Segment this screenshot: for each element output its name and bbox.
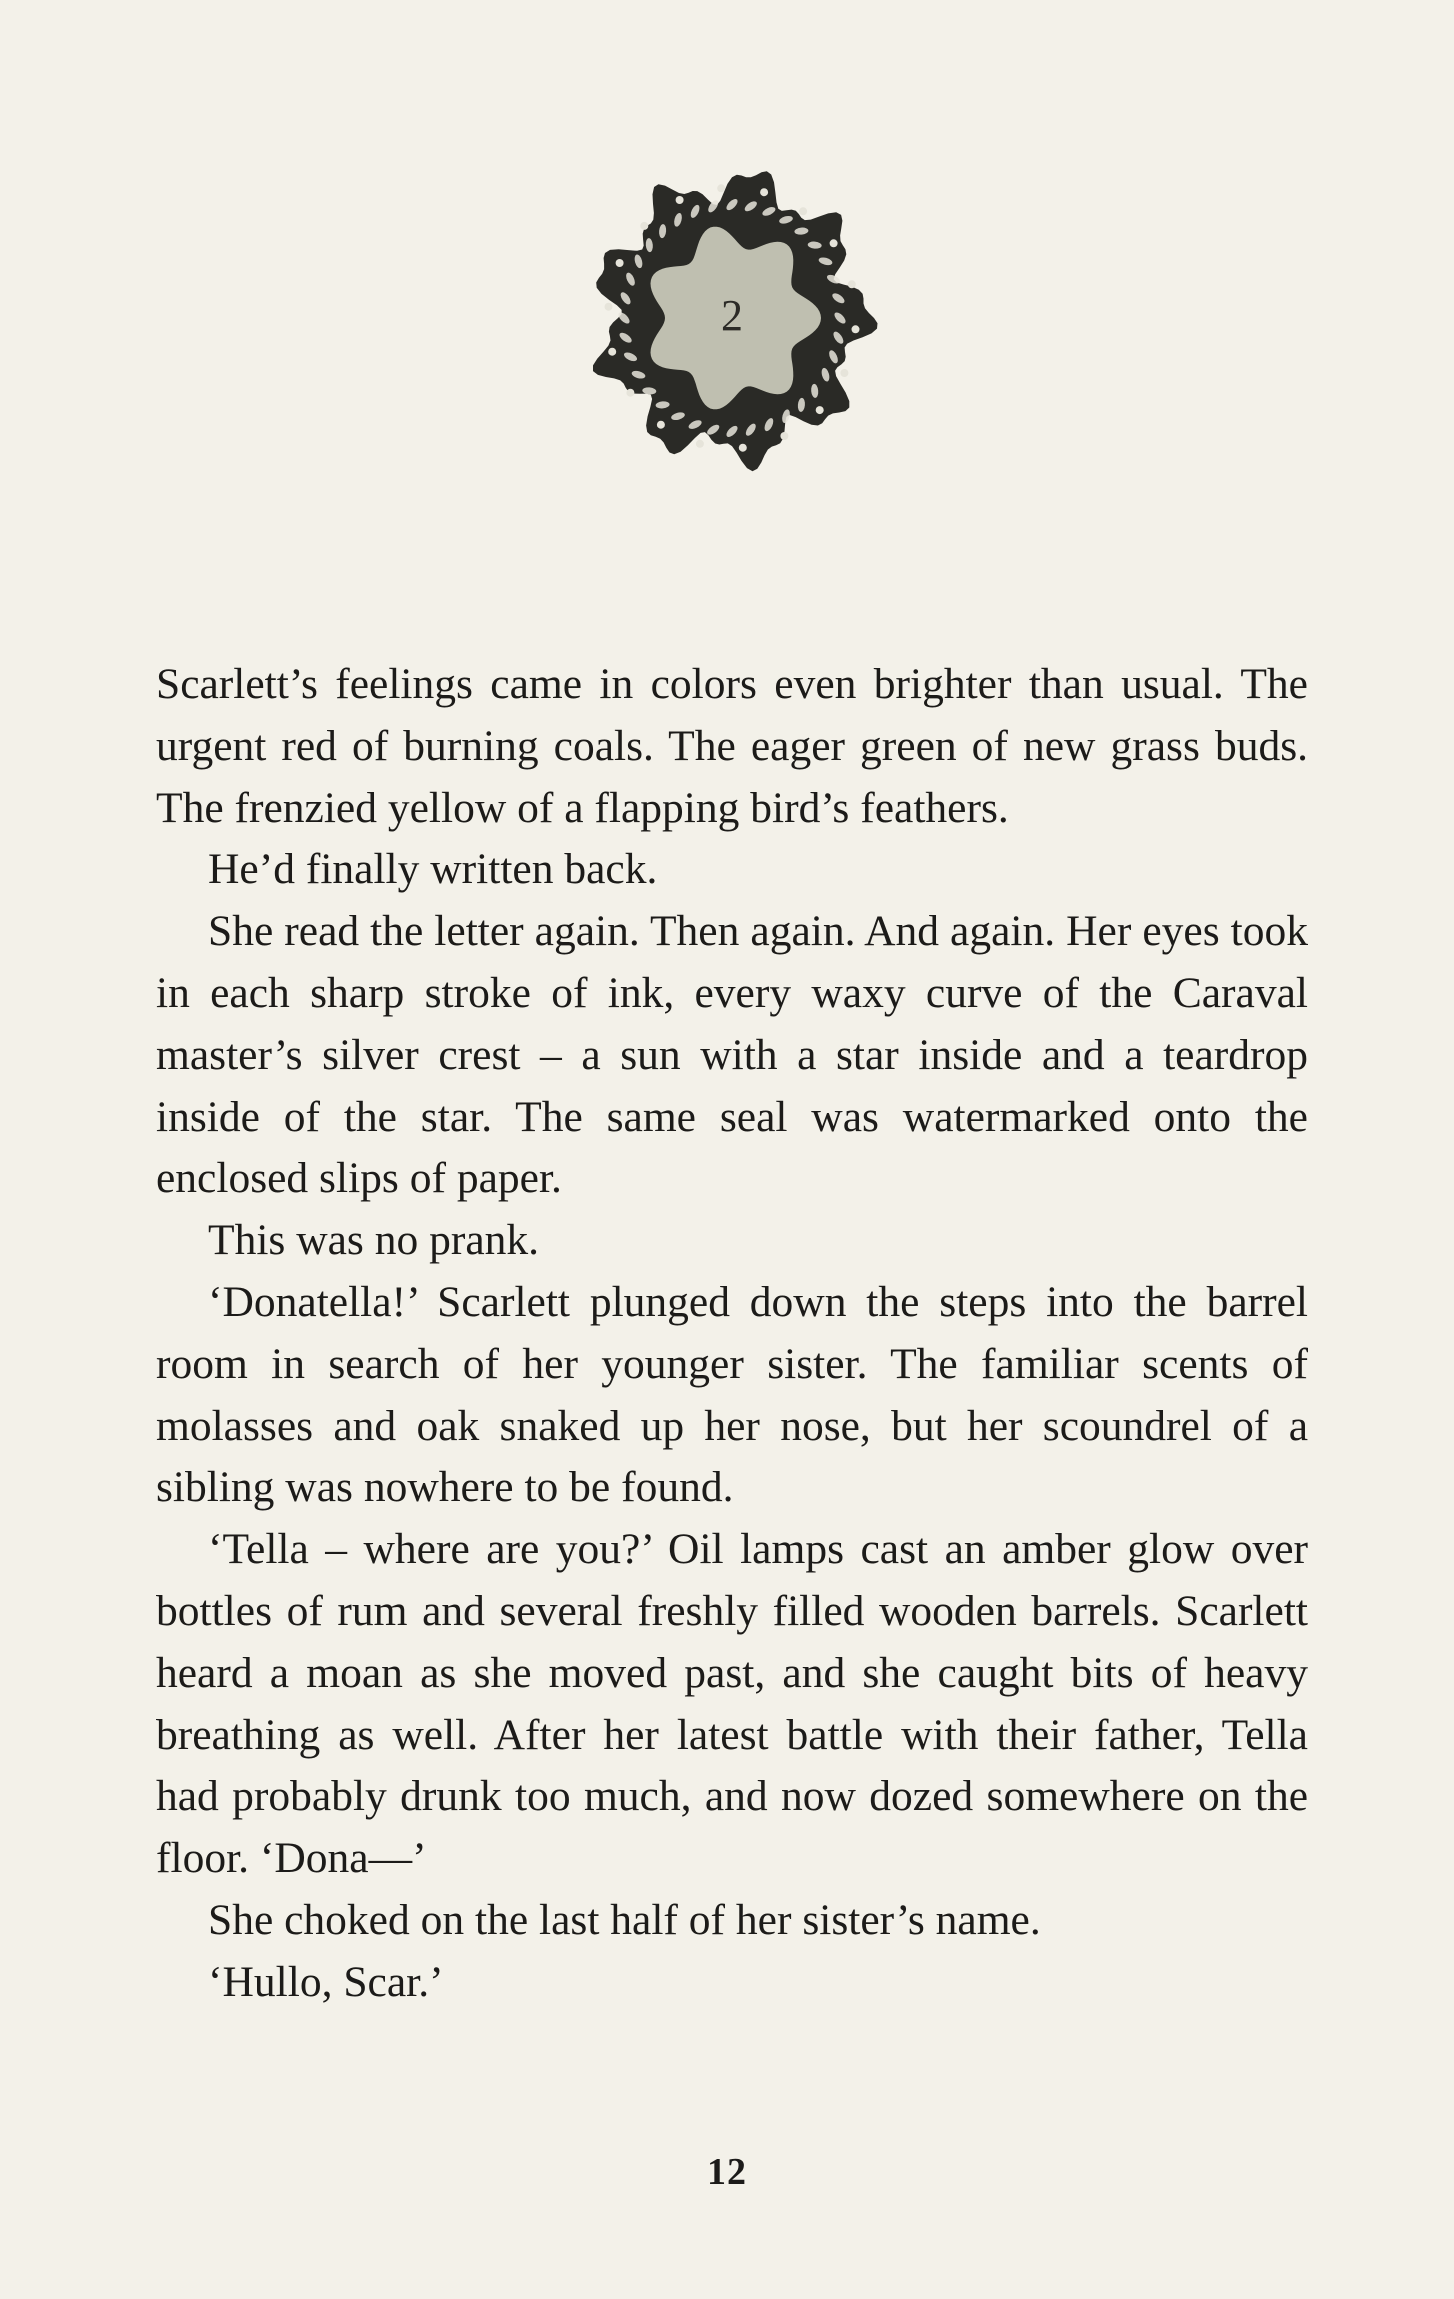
chapter-number: 2 <box>721 290 743 340</box>
paragraph: ‘Donatella!’ Scarlett plunged down the steps into the barrel room in search of her younger sister. The familiar scents of molasses and oak snaked up her nose, but her scoundrel of a sibling was nowhere to be found. <box>156 1277 1308 1512</box>
paragraph: She read the letter again. Then again. And again. Her eyes took in each sharp stroke of ink, every waxy curve of the Caraval master’s silver crest – a sun with a star inside and a teardrop inside of the star. The same seal was watermarked onto the enclosed slips of paper. <box>156 907 1308 1203</box>
chapter-ornament <box>584 162 880 474</box>
chapter-body <box>156 654 1308 2014</box>
paragraph: ‘Hullo, Scar.’ <box>208 1957 444 2006</box>
paragraph: ‘Tella – where are you?’ Oil lamps cast an amber glow over bottles of rum and several freshly filled wooden barrels. Scarlett heard a moan as she moved past, and she caught bits of heavy breathing as well. After her latest battle with their father, Tella had probably drunk too much, and now dozed somewhere on the floor. ‘Dona—’ <box>156 1525 1308 1883</box>
paragraph: This was no prank. <box>208 1216 540 1265</box>
paragraph: He’d finally written back. <box>208 845 658 894</box>
paragraph: Scarlett’s feelings came in colors even brighter than usual. The urgent red of burning coals. The eager green of new grass buds. The frenzied yellow of a flapping bird’s feathers. <box>156 660 1308 832</box>
paragraph: She choked on the last half of her sister’s name. <box>208 1895 1041 1944</box>
page-number: 12 <box>707 2151 747 2193</box>
